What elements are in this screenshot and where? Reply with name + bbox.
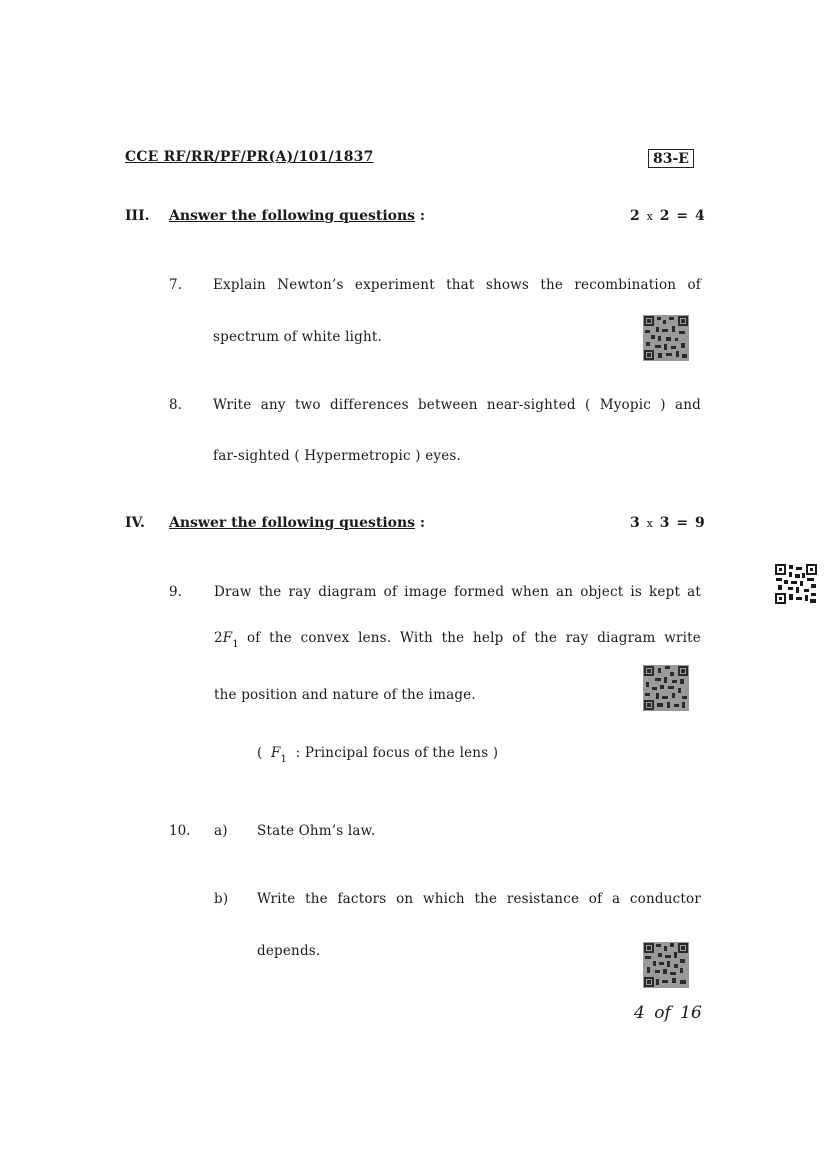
section-iv-marks-eq: = [676,515,689,531]
q9-line1: Draw the ray diagram of image formed when an object is kept at [214,584,701,600]
section-iii-marks-a: 2 [630,208,640,224]
q8-line1: Write any two differences between near-sighted ( Myopic ) and [213,397,701,413]
section-iii-marks-eq: = [676,208,689,224]
q9-line2-prefix: 2 [214,630,223,646]
q10-a-text: State Ohm’s law. [257,823,376,839]
q10-a-label: a) [214,823,228,839]
section-iv-title-text: Answer the following questions [169,515,416,531]
q10-number: 10. [169,823,191,839]
section-iii-title [169,208,425,224]
section-iv-number: IV. [125,515,145,531]
qr-code-q7 [643,315,689,361]
q9-note-sub: 1 [280,754,288,765]
qr-code-icon [643,665,689,711]
q9-line2-rest: of the convex lens. With the help of the ray diagram write [246,630,701,646]
q8-line2: far-sighted ( Hypermetropic ) eyes. [213,448,462,464]
section-iv-marks-a: 3 [630,515,640,531]
q9-line2-sub: 1 [232,639,239,650]
section-iv-marks [630,515,705,531]
paper-code-box: 83-E [648,149,694,168]
section-iv-marks-x: x [646,517,653,530]
q9-line3: the position and nature of the image. [214,687,476,703]
q10-b-line2: depends. [257,943,321,959]
q9-note [257,745,499,765]
q9-line2 [214,630,701,650]
q9-line2-symbol: F [222,630,233,646]
qr-code-q10 [643,942,689,988]
section-iv-marks-b: 3 [659,515,670,531]
qr-code-icon [643,315,689,361]
q9-note-text: : Principal focus of the lens ) [295,745,499,761]
qr-code-q9 [643,665,689,711]
q7-line2: spectrum of white light. [213,329,382,345]
q7-number: 7. [169,277,182,293]
section-iii-marks [630,208,705,224]
section-iii-colon: : [419,208,426,224]
page-total: 16 [680,1003,702,1023]
section-iii-number: III. [125,208,150,224]
qr-code-icon [643,942,689,988]
section-iv-marks-total: 9 [694,515,705,531]
q8-number: 8. [169,397,182,413]
q9-note-open: ( [257,745,263,761]
section-iii-title-text: Answer the following questions [169,208,416,224]
page-current: 4 [634,1003,645,1023]
section-iv-colon: : [419,515,426,531]
section-iii-marks-x: x [646,210,653,223]
section-iv-title [169,515,425,531]
page-of: of [654,1003,671,1023]
qr-code-icon [775,564,817,604]
page-number [634,1003,702,1023]
q9-note-symbol: F [270,745,281,761]
qr-code-side [775,564,817,604]
q10-b-label: b) [214,891,229,907]
exam-code: CCE RF/RR/PF/PR(A)/101/1837 [125,149,374,165]
q7-line1: Explain Newton’s experiment that shows the recombination of [213,277,701,293]
section-iii-marks-total: 4 [694,208,705,224]
section-iii-marks-b: 2 [659,208,670,224]
q9-number: 9. [169,584,182,600]
q10-b-line1: Write the factors on which the resistance of a conductor [257,891,701,907]
